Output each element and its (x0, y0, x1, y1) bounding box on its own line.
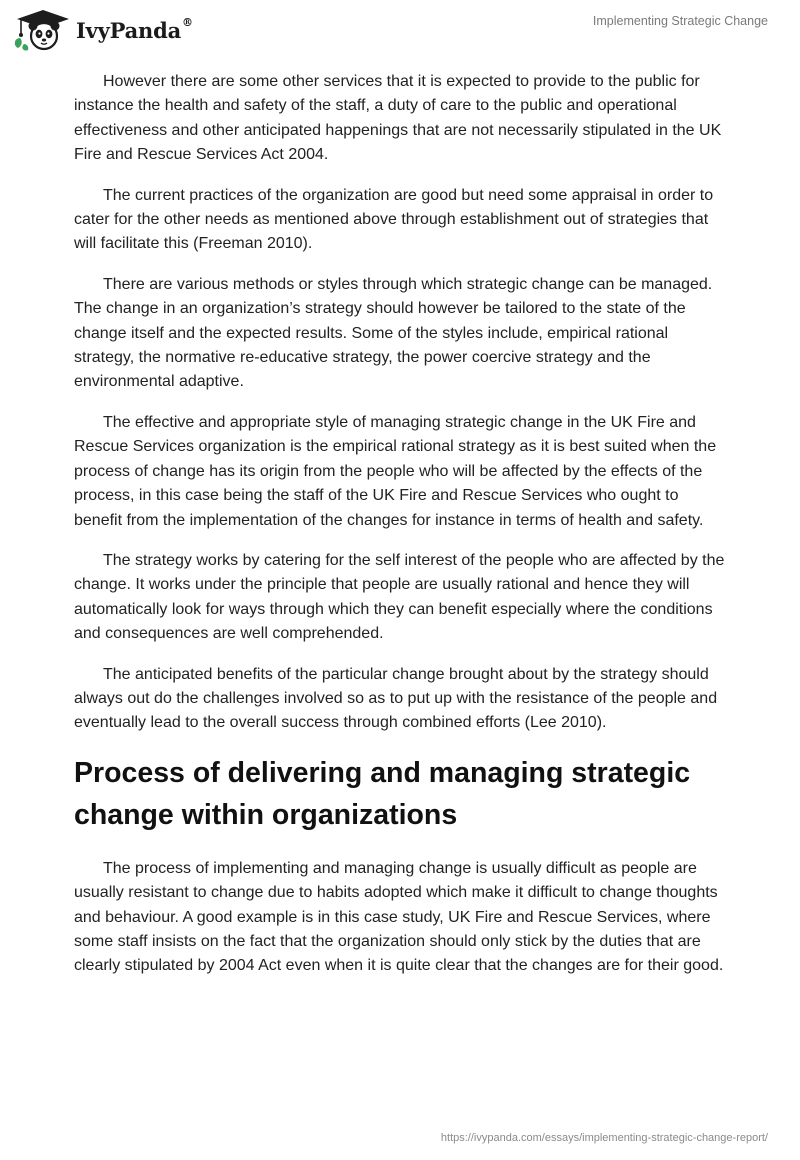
source-url[interactable]: https://ivypanda.com/essays/implementing-strategic-change-report/ (440, 1132, 768, 1144)
paragraph: However there are some other services that it is expected to provide to the public for instance the health and safety of the staff, a duty of care to the public and operational effectiveness and other anticipated happenings that are not necessarily stipulated in the UK Fire and Rescue Services Act 2004. (74, 73, 722, 164)
section-heading: Process of delivering and managing strategic change within organizations (74, 756, 691, 831)
panda-graduate-icon (14, 8, 72, 52)
paragraph: There are various methods or styles through which strategic change can be managed. The change in an organization’s strategy should however be tailored to the state of the change itself and the expected results. Some of the styles include, empirical rational strategy, the normative re-educative strategy, the power coercive strategy and the environmental adaptive. (74, 275, 713, 391)
paragraph: The current practices of the organization are good but need some appraisal in order to cater for the other needs as mentioned above through establishment out of strategies that will facilitate this (Freeman 2010). (74, 186, 714, 253)
paragraph: The strategy works by catering for the self interest of the people who are affected by the change. It works under the principle that people are usually rational and hence they will automatically look for ways through which they can benefit especially where the conditions and consequences are well comprehended. (74, 551, 725, 643)
paragraph: The process of implementing and managing change is usually difficult as people are usually resistant to change due to habits adopted which make it difficult to change thoughts and behaviour. A good example is in this case study, UK Fire and Rescue Services, where some staff insists on the fact that the organization should only stick by the duties that are clearly stipulated by 2004 Act even when it is quite clear that the changes are for their good. (74, 859, 724, 975)
paragraph: The anticipated benefits of the particular change brought about by the strategy should always out do the challenges involved so as to put up with the resistance of the people and eventually lead to the overall success through combined efforts (Lee 2010). (74, 665, 718, 732)
brand-name: IvyPanda® (76, 15, 193, 43)
paragraph: The effective and appropriate style of managing strategic change in the UK Fire and Rescue Services organization is the empirical rational strategy as it is best suited when the process of change has its origin from the people who will be affected by the effects of the process, in this case being the staff of the UK Fire and Rescue Services who ought to benefit from the implementation of the changes for instance in terms of health and safety. (74, 413, 717, 529)
essay-content (74, 70, 726, 995)
ivypanda-logo[interactable] (14, 8, 193, 52)
page-header (0, 0, 800, 60)
trademark-symbol: ® (182, 15, 193, 29)
document-title: Implementing Strategic Change (592, 14, 768, 28)
